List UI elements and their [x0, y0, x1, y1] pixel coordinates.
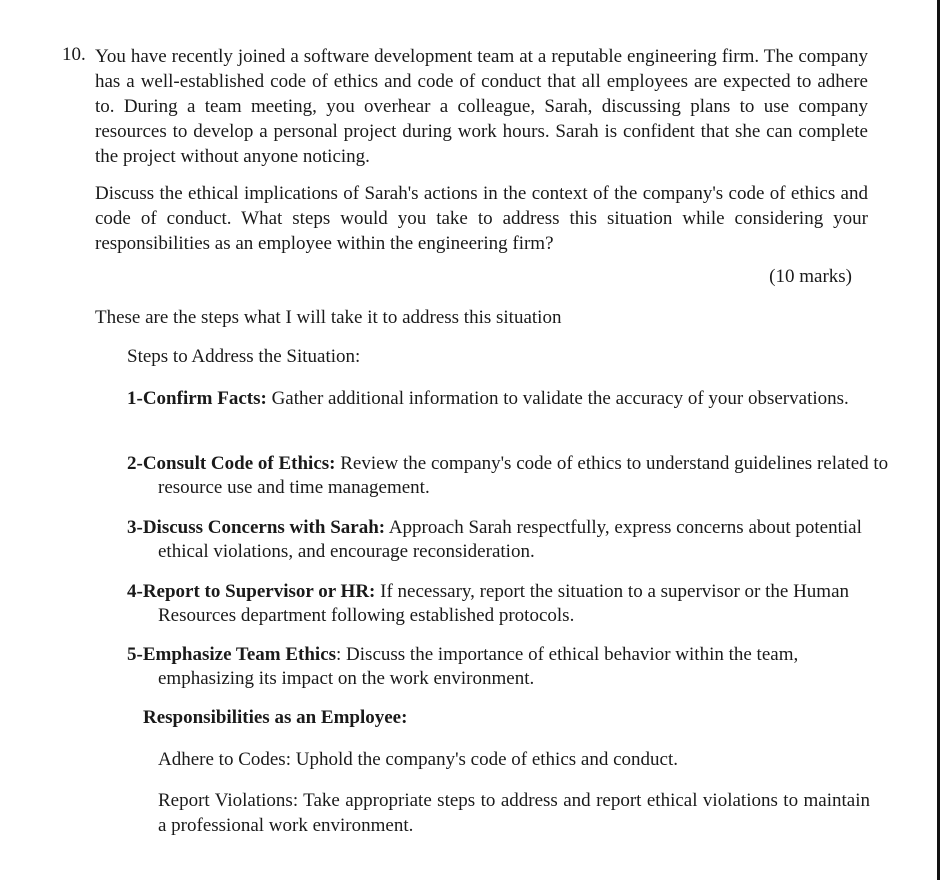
- step-item: [127, 643, 898, 691]
- question-text: You have recently joined a software development team at a reputable engineering firm. The company has a well-established code of ethics and code of conduct that all employees are expected to adhere to. During a team meeting, you overhear a colleague, Sarah, discussing plans to use company resources to develop a personal project during work hours. Sarah is confident that she can complete the project without anyone noticing.: [95, 46, 868, 167]
- step-title: 2-Consult Code of Ethics:: [127, 453, 336, 474]
- step-title: 1-Confirm Facts:: [127, 388, 267, 409]
- responsibility-item: Adhere to Codes: Uphold the company's code of ethics and conduct.: [158, 749, 678, 770]
- step-title: 5-Emphasize Team Ethics: [127, 644, 337, 665]
- step-title: 4-Report to Supervisor or HR:: [127, 581, 376, 602]
- responsibilities-title: Responsibilities as an Employee:: [143, 707, 408, 728]
- step-text: Approach Sarah respectfully, express concerns about potential ethical violations, and encourage reconsideration.: [158, 517, 862, 562]
- step-item: [127, 387, 898, 411]
- answer-intro: These are the steps what I will take it to address this situation: [95, 307, 562, 328]
- step-text: If necessary, report the situation to a supervisor or the Human Resources department following established protocols.: [158, 581, 850, 626]
- steps-title: Steps to Address the Situation:: [127, 346, 361, 367]
- step-item: [127, 580, 898, 628]
- page-border: [937, 0, 940, 880]
- question-prompt: Discuss the ethical implications of Sarah's actions in the context of the company's code of ethics and code of conduct. What steps would you take to address this situation while considering your responsibilities as an employee within the engineering firm?: [95, 183, 868, 254]
- step-title: 3-Discuss Concerns with Sarah:: [127, 517, 386, 538]
- question-number: 10.: [62, 44, 86, 65]
- step-text: : Discuss the importance of ethical behavior within the team, emphasizing its impact on the work environment.: [158, 644, 799, 689]
- step-item: [127, 516, 898, 564]
- step-item: [127, 452, 898, 500]
- question-marks: (10 marks): [769, 266, 852, 287]
- responsibility-item: Report Violations: Take appropriate steps to address and report ethical violations to maintain a professional work environment.: [158, 790, 870, 836]
- step-text: Review the company's code of ethics to understand guidelines related to resource use and time management.: [158, 453, 889, 498]
- step-text: Gather additional information to validate the accuracy of your observations.: [266, 388, 849, 409]
